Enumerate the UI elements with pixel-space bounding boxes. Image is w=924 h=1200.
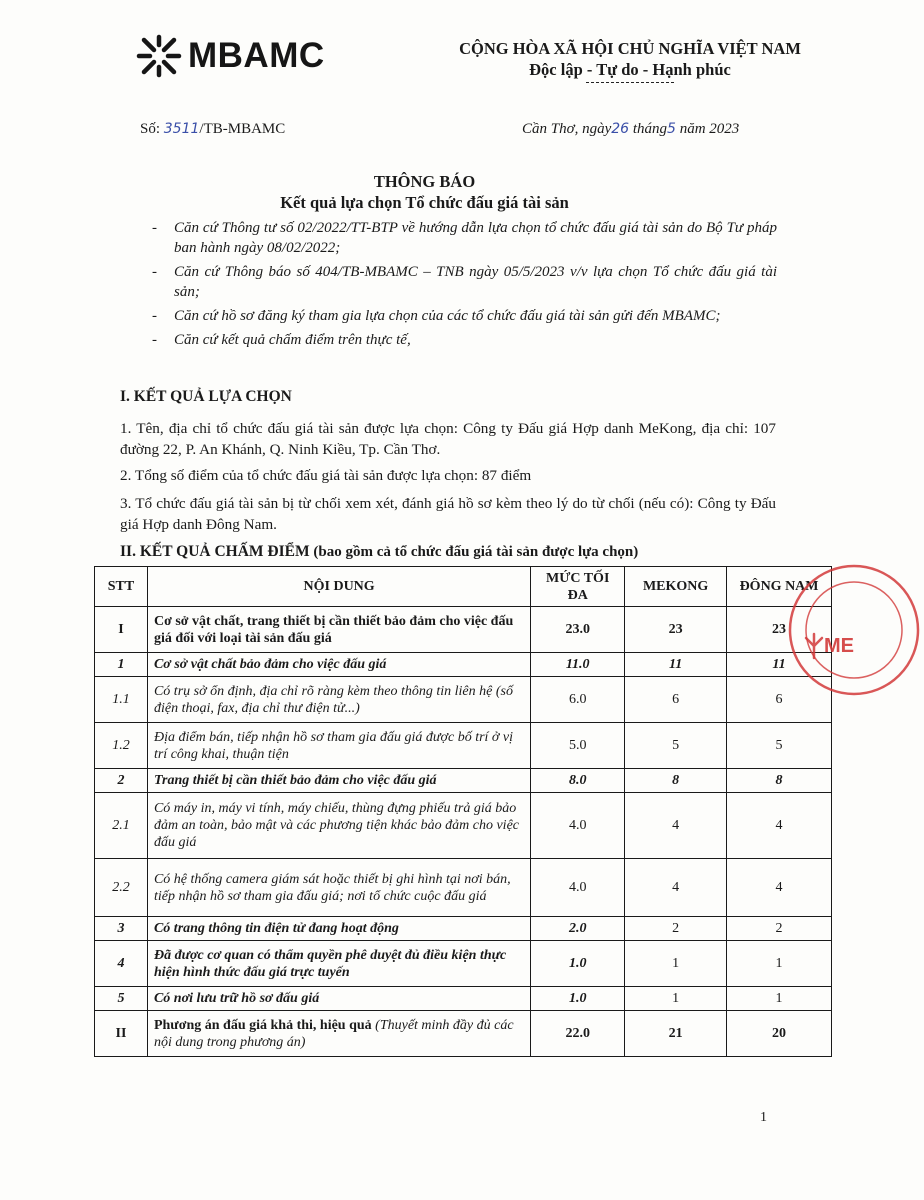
row-dongnam: 11: [727, 653, 832, 677]
row-dongnam: 4: [727, 793, 832, 859]
row-max: 6.0: [531, 677, 625, 723]
table-row: [95, 941, 832, 987]
row-max: 8.0: [531, 769, 625, 793]
motto: Độc lập - Tự do - Hạnh phúc: [529, 60, 731, 79]
row-stt: 3: [95, 917, 148, 941]
row-max: 22.0: [531, 1011, 625, 1057]
row-content-text: Có trang thông tin điện tử đang hoạt động: [153, 921, 399, 936]
year-label: năm 2023: [675, 121, 740, 137]
row-max: 1.0: [531, 987, 625, 1011]
section-2-note: (bao gồm cả tổ chức đấu giá tài sản được lựa chọn): [309, 544, 639, 560]
motto-underline: [586, 82, 674, 83]
row-content: [147, 723, 530, 769]
row-stt: 2.1: [95, 793, 148, 859]
table-row: [95, 723, 832, 769]
row-content-text: Đã được cơ quan có thẩm quyền phê duyệt đủ điều kiện thực hiện hình thức đấu giá trực tuyến: [153, 947, 507, 980]
row-dongnam: 2: [727, 917, 832, 941]
row-mekong: 2: [625, 917, 727, 941]
nation-name: CỘNG HÒA XÃ HỘI CHỦ NGHĨA VIỆT NAM: [459, 39, 801, 58]
row-content: [147, 653, 530, 677]
header-mekong: MEKONG: [625, 567, 727, 607]
row-content: [147, 987, 530, 1011]
row-content: [147, 941, 530, 987]
table-row: [95, 793, 832, 859]
row-dongnam: 1: [727, 987, 832, 1011]
row-stt: II: [95, 1011, 148, 1057]
red-seal-stamp: [784, 560, 924, 700]
month-label: tháng: [629, 121, 668, 137]
row-max: 1.0: [531, 941, 625, 987]
row-content: [147, 677, 530, 723]
row-content-text: Cơ sở vật chất bảo đảm cho việc đấu giá: [153, 657, 387, 672]
row-max: 4.0: [531, 859, 625, 917]
row-max: 4.0: [531, 793, 625, 859]
row-content: [147, 859, 530, 917]
row-content-text: Có nơi lưu trữ hồ sơ đấu giá: [153, 991, 320, 1006]
section-2-heading: [120, 543, 638, 561]
row-dongnam: 6: [727, 677, 832, 723]
row-max: 5.0: [531, 723, 625, 769]
row-max: 11.0: [531, 653, 625, 677]
section-1-paragraph-1: 1. Tên, địa chỉ tổ chức đấu giá tài sản được lựa chọn: Công ty Đấu giá Hợp danh MeKong, địa chỉ: 107 đường 22, P. An Khánh, Q. Ninh Kiều, Tp. Cần Thơ.: [120, 420, 776, 458]
section-1-paragraph-3: 3. Tổ chức đấu giá tài sản bị từ chối xem xét, đánh giá hồ sơ kèm theo lý do từ chối (nếu có): Công ty Đấu giá Hợp danh Đông Nam.: [120, 495, 776, 533]
doc-number-handwritten: 3511: [163, 121, 200, 137]
table-row: [95, 607, 832, 653]
table-row: [95, 769, 832, 793]
row-content: [147, 793, 530, 859]
logo-text: MBAMC: [188, 36, 325, 75]
section-1-heading: I. KẾT QUẢ LỰA CHỌN: [120, 388, 292, 405]
stamp-text: ME: [824, 635, 854, 657]
row-mekong: 1: [625, 987, 727, 1011]
header-dongnam: ĐÔNG NAM: [727, 567, 832, 607]
table-header-row: [95, 567, 832, 607]
row-stt: 1: [95, 653, 148, 677]
row-stt: 2: [95, 769, 148, 793]
row-mekong: 8: [625, 769, 727, 793]
row-content-text: Có hệ thống camera giám sát hoặc thiết bị ghi hình tại nơi bán, tiếp nhận hồ sơ tham gia đấu giá; nơi tổ chức cuộc đấu giá: [153, 871, 511, 904]
row-dongnam: 20: [727, 1011, 832, 1057]
table-row: [95, 653, 832, 677]
row-dongnam: 1: [727, 941, 832, 987]
row-dongnam: 8: [727, 769, 832, 793]
row-stt: 2.2: [95, 859, 148, 917]
row-stt: 4: [95, 941, 148, 987]
table-row: [95, 677, 832, 723]
section-1-paragraph-2: 2. Tổng số điểm của tổ chức đấu giá tài sản được lựa chọn: 87 điểm: [120, 467, 532, 484]
legal-basis-item: - Căn cứ Thông báo số 404/TB-MBAMC – TNB ngày 05/5/2023 v/v lựa chọn Tổ chức đấu giá tài sản;: [152, 262, 777, 302]
legal-basis-item: - Căn cứ hồ sơ đăng ký tham gia lựa chọn của các tổ chức đấu giá tài sản gửi đến MBAMC;: [152, 306, 777, 326]
page-number: 1: [760, 1110, 767, 1125]
table-row: [95, 859, 832, 917]
legal-basis-item: - Căn cứ kết quả chấm điểm trên thực tế,: [152, 330, 777, 350]
row-content-text: Cơ sở vật chất, trang thiết bị cần thiết bảo đảm cho việc đấu giá đối với loại tài sản đấu giá: [153, 613, 514, 646]
header-stt: STT: [95, 567, 148, 607]
row-max: 23.0: [531, 607, 625, 653]
row-content-text: Phương án đấu giá khả thi, hiệu quả: [153, 1017, 372, 1033]
row-stt: 1.1: [95, 677, 148, 723]
row-content: [147, 917, 530, 941]
row-mekong: 4: [625, 859, 727, 917]
mbamc-logo-icon: [136, 34, 182, 78]
document-number: [140, 121, 285, 138]
document-title: [0, 171, 849, 213]
section-2-title: II. KẾT QUẢ CHẤM ĐIỂM: [120, 543, 310, 560]
row-dongnam: 23: [727, 607, 832, 653]
table-row: [95, 987, 832, 1011]
row-stt: 1.2: [95, 723, 148, 769]
place-date: [522, 121, 739, 138]
row-stt: 5: [95, 987, 148, 1011]
legal-basis-item: - Căn cứ Thông tư số 02/2022/TT-BTP về hướng dẫn lựa chọn tổ chức đấu giá tài sản do Bộ Tư pháp ban hành ngày 08/02/2022;: [152, 218, 777, 258]
row-mekong: 11: [625, 653, 727, 677]
row-content-text: Có trụ sở ổn định, địa chỉ rõ ràng kèm theo thông tin liên hệ (số điện thoại, fax, địa chỉ thư điện tử...): [153, 683, 513, 716]
row-content-text: Có máy in, máy vi tính, máy chiếu, thùng đựng phiếu trả giá bảo đảm an toàn, bảo mật và các phương tiện khác bảo đảm cho việc đấu giá: [153, 801, 519, 850]
header-content: NỘI DUNG: [147, 567, 530, 607]
row-content-text: Trang thiết bị cần thiết bảo đảm cho việc đấu giá: [153, 773, 437, 788]
score-table: [94, 566, 832, 1057]
title-sub: Kết quả lựa chọn Tổ chức đấu giá tài sản: [280, 193, 569, 212]
row-content-note: (Thuyết minh đầy đủ các nội dung trong phương án): [153, 1017, 514, 1050]
month-handwritten: 5: [667, 121, 676, 137]
row-mekong: 21: [625, 1011, 727, 1057]
header-max: MỨC TỐI ĐA: [531, 567, 625, 607]
title-main: THÔNG BÁO: [373, 172, 476, 191]
row-mekong: 1: [625, 941, 727, 987]
row-stt: I: [95, 607, 148, 653]
row-content-text: Địa điểm bán, tiếp nhận hồ sơ tham gia đấu giá được bố trí ở vị trí công khai, thuận tiện: [153, 729, 513, 762]
doc-suffix: /TB-MBAMC: [199, 121, 286, 137]
place-prefix: Cần Thơ, ngày: [522, 121, 612, 137]
row-dongnam: 5: [727, 723, 832, 769]
row-mekong: 5: [625, 723, 727, 769]
national-heading: [430, 38, 830, 83]
row-max: 2.0: [531, 917, 625, 941]
company-logo: [136, 34, 325, 78]
row-content: [147, 1011, 530, 1057]
row-mekong: 4: [625, 793, 727, 859]
row-mekong: 23: [625, 607, 727, 653]
row-content: [147, 607, 530, 653]
day-handwritten: 26: [611, 121, 630, 137]
legal-bases-list: [152, 218, 777, 354]
table-row: [95, 917, 832, 941]
doc-prefix: Số:: [140, 121, 164, 137]
row-mekong: 6: [625, 677, 727, 723]
row-content: [147, 769, 530, 793]
table-row: [95, 1011, 832, 1057]
row-dongnam: 4: [727, 859, 832, 917]
